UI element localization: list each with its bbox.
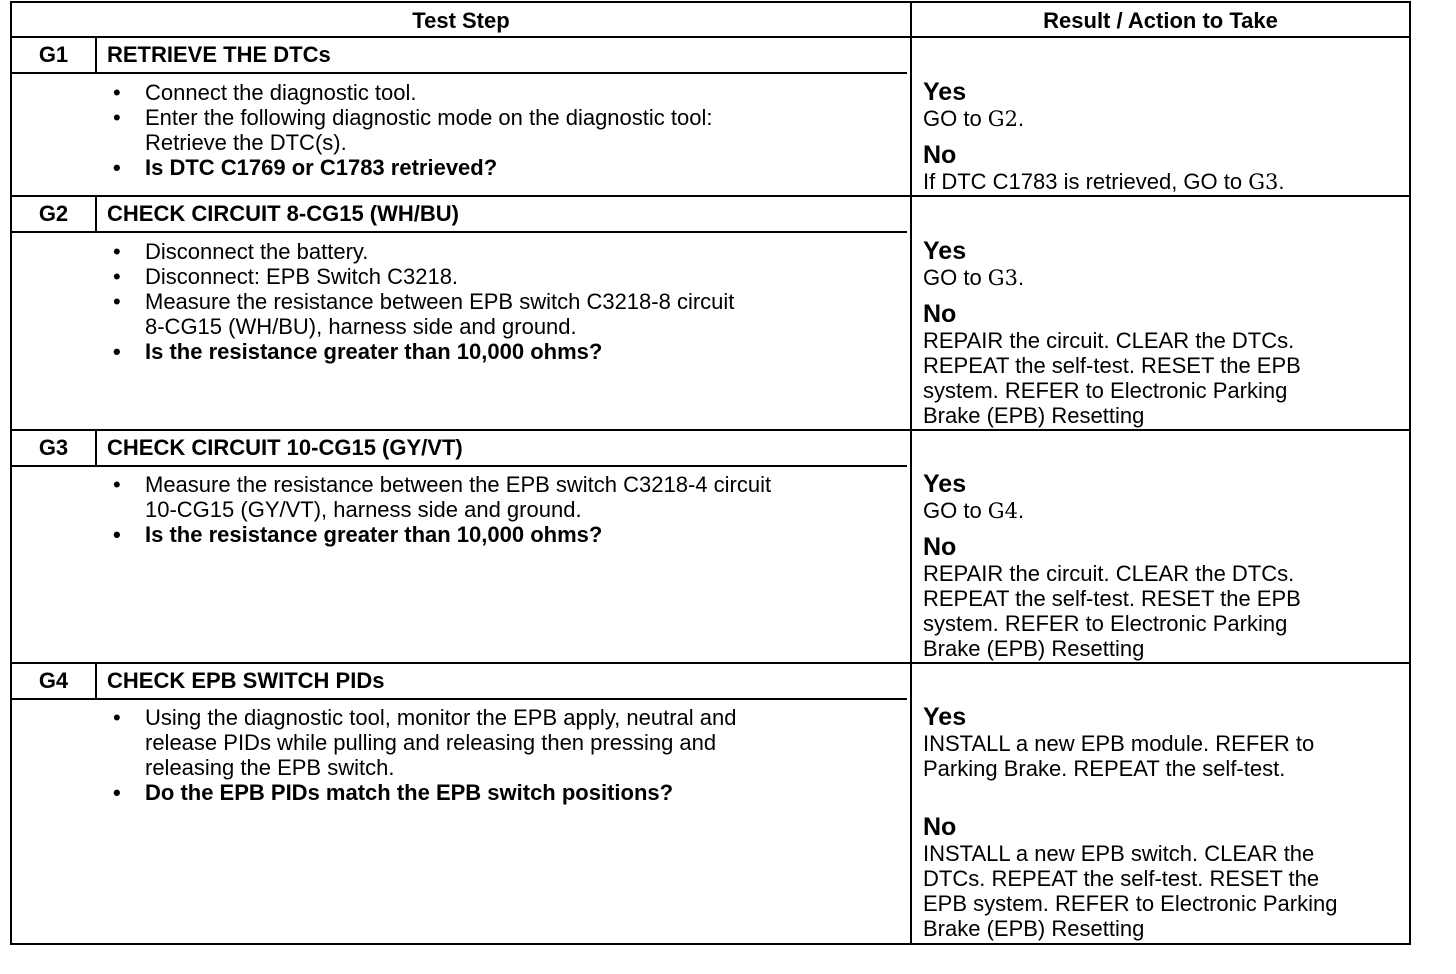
step-divider-g4 (12, 662, 1409, 664)
no-action-line: REPEAT the self-test. RESET the EPB (923, 353, 1301, 378)
instruction-item: • Disconnect the battery. (107, 239, 734, 264)
title-divider-g2 (12, 231, 907, 233)
diagnostic-test-table (10, 1, 1411, 945)
step-question-g1: • Is DTC C1769 or C1783 retrieved? (107, 155, 712, 180)
no-action-line: system. REFER to Electronic Parking (923, 378, 1288, 403)
no-label: No (923, 533, 957, 561)
action-text: . (1017, 106, 1025, 131)
yes-label: Yes (923, 237, 967, 265)
instruction-continuation (107, 730, 737, 755)
result-g2 (923, 238, 1301, 428)
no-action (923, 169, 1285, 195)
step-title-g1: RETRIEVE THE DTCs (107, 42, 331, 67)
no-action-line: INSTALL a new EPB switch. CLEAR the (923, 841, 1315, 866)
result-g4 (923, 704, 1337, 941)
instruction-continuation (107, 130, 712, 155)
column-divider-step-id-g2 (95, 197, 97, 233)
yes-action-line: INSTALL a new EPB module. REFER to (923, 731, 1315, 756)
yes-action (923, 265, 1301, 291)
no-action-line: DTCs. REPEAT the self-test. RESET the (923, 866, 1320, 891)
no-action-line: REPAIR the circuit. CLEAR the DTCs. (923, 328, 1295, 353)
instruction-line: release PIDs while pulling and releasing then pressing and (145, 730, 717, 755)
action-text: . (1278, 169, 1285, 194)
action-text: . (1017, 498, 1025, 523)
header-result-action: Result / Action to Take (1043, 8, 1278, 33)
step-question-g4: • Do the EPB PIDs match the EPB switch positions? (107, 780, 737, 805)
step-link-g3[interactable]: G3 (987, 266, 1018, 290)
no-action-line: Brake (EPB) Resetting (923, 403, 1145, 428)
step-title-g4: CHECK EPB SWITCH PIDs (107, 668, 385, 693)
yes-label: Yes (923, 78, 967, 106)
no-action-line: EPB system. REFER to Electronic Parking (923, 891, 1338, 916)
instruction-line: 10-CG15 (GY/VT), harness side and ground. (145, 497, 582, 522)
yes-action-line: Parking Brake. REPEAT the self-test. (923, 756, 1286, 781)
instruction-item: • Measure the resistance between the EPB switch C3218-4 circuit (107, 472, 771, 497)
step-id-g4: G4 (38, 668, 69, 693)
step-link-g3[interactable]: G3 (1248, 170, 1279, 194)
step-id-g3: G3 (38, 435, 69, 460)
action-text: GO to (923, 106, 988, 131)
step-title-g3: CHECK CIRCUIT 10-CG15 (GY/VT) (107, 435, 463, 460)
step-instructions-g4 (107, 705, 737, 805)
yes-action (923, 498, 1301, 524)
instruction-item: • Measure the resistance between EPB switch C3218-8 circuit (107, 289, 734, 314)
result-g3 (923, 471, 1301, 661)
no-action-line: Brake (EPB) Resetting (923, 636, 1145, 661)
instruction-item: • Disconnect: EPB Switch C3218. (107, 264, 734, 289)
step-question-g3: • Is the resistance greater than 10,000 ohms? (107, 522, 771, 547)
column-divider-step-id-g1 (95, 38, 97, 74)
no-label: No (923, 141, 957, 169)
instruction-line: 8-CG15 (WH/BU), harness side and ground. (145, 314, 577, 339)
step-instructions-g3 (107, 472, 771, 547)
title-divider-g1 (12, 72, 907, 74)
step-instructions-g1 (107, 80, 712, 180)
action-text: . (1017, 265, 1025, 290)
instruction-line: releasing the EPB switch. (145, 755, 395, 780)
step-divider-g2 (12, 195, 1409, 197)
no-label: No (923, 813, 957, 841)
column-divider-step-id-g3 (95, 431, 97, 467)
instruction-continuation (107, 755, 737, 780)
title-divider-g4 (12, 698, 907, 700)
header-test-step: Test Step (412, 8, 510, 33)
no-label: No (923, 300, 957, 328)
step-id-g1: G1 (38, 42, 69, 67)
step-title-g2: CHECK CIRCUIT 8-CG15 (WH/BU) (107, 201, 459, 226)
yes-label: Yes (923, 703, 967, 731)
step-link-g4[interactable]: G4 (987, 499, 1018, 523)
instruction-line: Retrieve the DTC(s). (145, 130, 347, 155)
step-divider-g3 (12, 429, 1409, 431)
yes-action (923, 106, 1285, 132)
title-divider-g3 (12, 465, 907, 467)
instruction-continuation (107, 497, 771, 522)
instruction-item: • Enter the following diagnostic mode on the diagnostic tool: (107, 105, 712, 130)
step-link-g2[interactable]: G2 (987, 107, 1018, 131)
action-text: GO to (923, 265, 988, 290)
yes-label: Yes (923, 470, 967, 498)
instruction-item: • Connect the diagnostic tool. (107, 80, 712, 105)
no-action-line: system. REFER to Electronic Parking (923, 611, 1288, 636)
no-action-line: REPAIR the circuit. CLEAR the DTCs. (923, 561, 1295, 586)
action-text: GO to (923, 498, 988, 523)
column-divider-main (910, 3, 912, 943)
step-instructions-g2 (107, 239, 734, 364)
instruction-continuation (107, 314, 734, 339)
no-action-line: REPEAT the self-test. RESET the EPB (923, 586, 1301, 611)
result-g1 (923, 79, 1285, 195)
no-action-line: Brake (EPB) Resetting (923, 916, 1145, 941)
header-divider (12, 36, 1409, 38)
step-question-g2: • Is the resistance greater than 10,000 ohms? (107, 339, 734, 364)
instruction-item: • Using the diagnostic tool, monitor the EPB apply, neutral and (107, 705, 737, 730)
step-id-g2: G2 (38, 201, 69, 226)
action-text: If DTC C1783 is retrieved, GO to (923, 169, 1249, 194)
column-divider-step-id-g4 (95, 664, 97, 700)
